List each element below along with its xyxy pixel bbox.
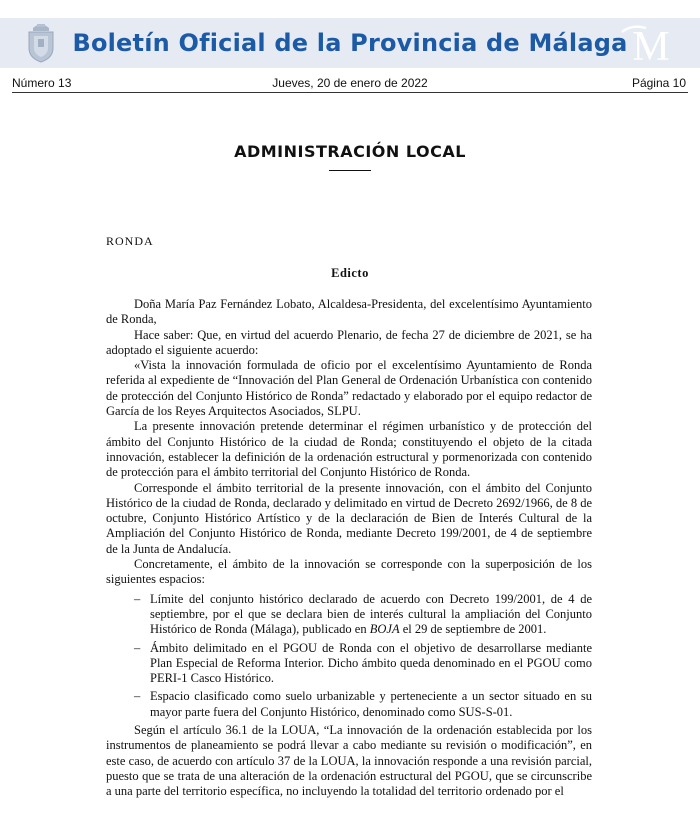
paragraph: La presente innovación pretende determinar el régimen urbanístico y de protección del ámbito del Conjunto Histórico de la ciudad de Ronda; constituyendo el objeto de la citada innovación, establecer la definición de la ordenación estructural y pormenorizada con contenido de protección para el ámbito territorial del Conjunto Histórico de Ronda. [106,419,592,480]
spaces-list [106,592,592,720]
paragraph: Doña María Paz Fernández Lobato, Alcaldesa-Presidenta, del excelentísimo Ayuntamiento de Ronda, [106,297,592,327]
section-title: ADMINISTRACIÓN LOCAL [234,142,466,161]
list-dash: – [134,640,141,655]
list-item-text: Ámbito delimitado en el PGOU de Ronda con el objetivo de desarrollarse mediante Plan Especial de Reforma Interior. Dicho ámbito queda denominado en el PGOU como PERI-1 Casco Histórico. [150,640,592,686]
paragraph: Según el artículo 36.1 de la LOUA, “La innovación de la ordenación establecida por los instrumentos de planeamiento se podrá llevar a cabo mediante su revisión o modificación”, en este caso, de acuerdo con artículo 37 de la LOUA, la innovación responde a una revisión parcial, puesto que se trata de una alteración de la ordenación estructural del PGOU, que se circunscribe a una parte del territorio específica, no incluyendo la totalidad del territorio ordenado por el [106,723,592,799]
list-item [106,592,592,638]
list-item-emphasis: BOJA [369,622,400,637]
page-number: Página 10 [631,76,686,90]
paragraph: Concretamente, el ámbito de la innovación se corresponde con la superposición de los siguientes espacios: [106,557,592,587]
list-item-text: Espacio clasificado como suelo urbanizable y perteneciente a un sector situado en su mayor parte fuera del Conjunto Histórico, denominado como SUS-S-01. [150,689,592,719]
list-dash: – [134,591,141,606]
header-rule [12,92,688,93]
bulletin-title: Boletín Oficial de la Provincia de Málaga [72,29,628,57]
section-underline [329,170,371,171]
issue-date: Jueves, 20 de enero de 2022 [272,76,428,90]
document-type: Edicto [331,266,369,280]
list-item [106,641,592,687]
paragraph: Corresponde el ámbito territorial de la presente innovación, con el ámbito del Conjunto Histórico de la ciudad de Ronda, declarado y delimitado en virtud de Decreto 2692/1966, de 8 de octubre, Conjunto Histórico Artístico y de la declaración de Bien de Interés Cultural de la Ampliación del Conjunto Histórico de Ronda, mediante Decreto 199/2001, de 4 de septiembre de la Junta de Andalucía. [106,480,592,556]
paragraph: Hace saber: Que, en virtud del acuerdo Plenario, de fecha 27 de diciembre de 2021, se ha adoptado el siguiente acuerdo: [106,327,592,357]
malaga-m-logo [618,20,680,66]
list-item-text: el 29 de septiembre de 2001. [402,622,547,637]
municipality-name: RONDA [106,234,154,248]
paragraph: «Vista la innovación formulada de oficio por el excelentísimo Ayuntamiento de Ronda referida al expediente de “Innovación del Plan General de Ordenación Urbanística con contenido de protección del Conjunto Histórico de Ronda” redactado y elaborado por el equipo redactor de García de los Reyes Arquitectos Asociados, SLPU. [106,358,592,419]
logo-letter: M [632,24,670,66]
issue-number: Número 13 [12,76,72,90]
list-dash: – [134,689,141,704]
document-body [106,297,592,800]
list-item-text: Límite del conjunto histórico declarado de acuerdo con Decreto 199/2001, de 4 de septiembre, por el que se declara bien de interés cultural la ampliación del Conjunto Histórico de Ronda (Málaga), publicado en [150,591,592,637]
list-item [106,689,592,720]
